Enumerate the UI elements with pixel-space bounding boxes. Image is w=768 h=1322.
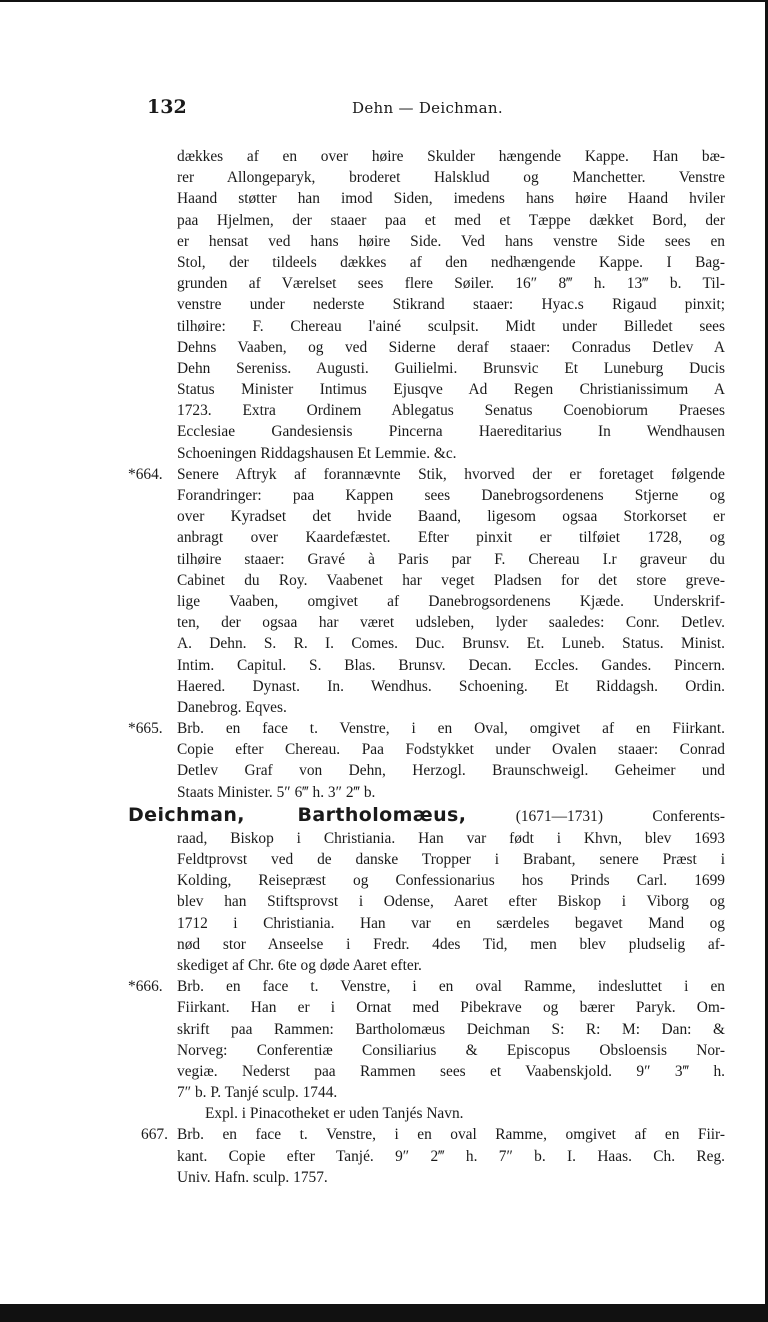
text-line: skrift paa Rammen: Bartholomæus Deichman S: R: M: Dan: & <box>177 1020 725 1038</box>
text-line: Intim. Capitul. S. Blas. Brunsv. Decan. Eccles. Gandes. Pincern. <box>177 656 725 674</box>
text-line: Ecclesiae Gandesiensis Pincerna Haereditarius In Wendhausen <box>177 423 725 441</box>
entry-number: *665. <box>128 720 163 738</box>
text-line: paa Hjelmen, der staaer paa et med et Tæppe dækket Bord, der <box>177 211 725 229</box>
text-line: Danebrog. Eqves. <box>177 698 287 716</box>
text-line: tilhøire: F. Chereau l'ainé sculpsit. Midt under Billedet sees <box>177 317 725 335</box>
entry-664: *664. Senere Aftryk af forannævnte Stik, hvorved der er foretaget følgende <box>0 464 768 485</box>
text-line: kant. Copie efter Tanjé. 9″ 2‴ h. 7″ b. I. Haas. Ch. Reg. <box>177 1147 725 1165</box>
text-line: Detlev Graf von Dehn, Herzogl. Braunschweigl. Geheimer und <box>177 762 725 780</box>
text-line: Norveg: Conferentiæ Consiliarius & Episcopus Obsloensis Nor- <box>177 1041 725 1059</box>
running-head: Dehn — Deichman. <box>352 99 503 117</box>
text-line: Schoeningen Riddagshausen Et Lemmie. &c. <box>177 444 457 462</box>
text-line: Fiirkant. Han er i Ornat med Pibekrave og bærer Paryk. Om- <box>177 999 725 1017</box>
text-line: venstre under nederste Stikrand staaer: Hyac.s Rigaud pinxit; <box>177 296 725 314</box>
page-header <box>0 92 768 122</box>
text-line: lige Vaaben, omgivet af Danebrogsordenens Kjæde. Underskrif- <box>177 592 725 610</box>
page-body <box>0 146 768 1188</box>
page-number: 132 <box>147 96 187 118</box>
entry-667: 667. Brb. en face t. Venstre, i en oval Ramme, omgivet af en Fiir- <box>0 1124 768 1145</box>
text-line: er hensat ved hans høire Side. Ved hans venstre Side sees en <box>177 232 725 250</box>
text-line: Feldtprovst ved de danske Tropper i Brabant, senere Præst i <box>177 851 725 868</box>
text-line: Stol, der tildeels dækkes af den nedhængende Kappe. I Bag- <box>177 253 725 271</box>
text-line: Haered. Dynast. In. Wendhus. Schoening. Et Riddagsh. Ordin. <box>177 677 725 695</box>
text-line: A. Dehn. S. R. I. Comes. Duc. Brunsv. Et. Luneb. Status. Minist. <box>177 635 725 653</box>
text-line: Dehns Vaaben, og ved Siderne deraf staaer: Conradus Detlev A <box>177 338 725 356</box>
entry-note: Expl. i Pinacotheket er uden Tanjés Navn. <box>205 1105 464 1123</box>
text-line: Copie efter Chereau. Paa Fodstykket under Ovalen staaer: Conrad <box>177 741 725 759</box>
text-line: nød stor Anseelse i Fredr. 4des Tid, men blev pludselig af- <box>177 935 725 953</box>
entry-666: *666. Brb. en face t. Venstre, i en oval Ramme, indesluttet i en <box>0 976 768 997</box>
text-line: blev han Stiftsprovst i Odense, Aaret efter Biskop i Viborg og <box>177 893 725 911</box>
text-line: Cabinet du Roy. Vaabenet har veget Pladsen for det store greve- <box>177 571 725 589</box>
biography-first-line: (1671—1731) Conferents- <box>515 807 725 825</box>
text-line: Dehn Sereniss. Augusti. Guilielmi. Brunsvic Et Luneburg Ducis <box>177 359 725 377</box>
text-line: 1723. Extra Ordinem Ablegatus Senatus Coenobiorum Praeses <box>177 402 725 420</box>
scan-edge-top <box>0 0 768 2</box>
person-name: Deichman, Bartholomæus, <box>128 803 467 826</box>
entry-665: *665. Brb. en face t. Venstre, i en Oval, omgivet af en Fiirkant. <box>0 718 768 739</box>
text-line: tilhøire staaer: Gravé à Paris par F. Chereau I.r graveur du <box>177 550 725 568</box>
text-line: Staats Minister. 5″ 6‴ h. 3″ 2‴ b. <box>177 783 376 801</box>
text-line: Kolding, Reisepræst og Confessionarius hos Prinds Carl. 1699 <box>177 872 725 890</box>
scan-edge-bottom <box>0 1304 768 1322</box>
text-line: ten, der ogsaa har været udsleben, lyder saaledes: Conr. Detlev. <box>177 614 725 632</box>
text-line: Univ. Hafn. sculp. 1757. <box>177 1168 328 1186</box>
text-line: skediget af Chr. 6te og døde Aaret efter. <box>177 956 422 974</box>
text-line: raad, Biskop i Christiania. Han var født i Khvn, blev 1693 <box>177 829 725 847</box>
text-line: 7″ b. P. Tanjé sculp. 1744. <box>177 1084 338 1102</box>
text-line: Status Minister Intimus Ejusqve Ad Regen Christianissimum A <box>177 381 725 399</box>
text-line: vegiæ. Nederst paa Rammen sees et Vaabenskjold. 9″ 3‴ h. <box>177 1062 725 1080</box>
biography-heading <box>0 803 768 828</box>
text-line: rer Allongeparyk, broderet Halsklud og Manchetter. Venstre <box>177 169 725 187</box>
text-line: over Kyradset det hvide Baand, ligesom ogsaa Storkorset er <box>177 508 725 526</box>
text-line: Haand støtter han imod Siden, imedens hans høire Haand hviler <box>177 190 725 208</box>
entry-number: 667. <box>141 1126 168 1144</box>
text-line: Forandringer: paa Kappen sees Danebrogsordenens Stjerne og <box>177 487 725 504</box>
entry-number: *666. <box>128 978 163 996</box>
text-line: 1712 i Christiania. Han var en særdeles begavet Mand og <box>177 914 725 932</box>
entry-number: *664. <box>128 465 163 483</box>
text-line: anbragt over Kaardefæstet. Efter pinxit er tilføiet 1728, og <box>177 529 725 547</box>
text-line: dækkes af en over høire Skulder hængende Kappe. Han bæ- <box>177 148 725 165</box>
text-line: grunden af Værelset sees flere Søiler. 16″ 8‴ h. 13‴ b. Til- <box>177 275 725 293</box>
